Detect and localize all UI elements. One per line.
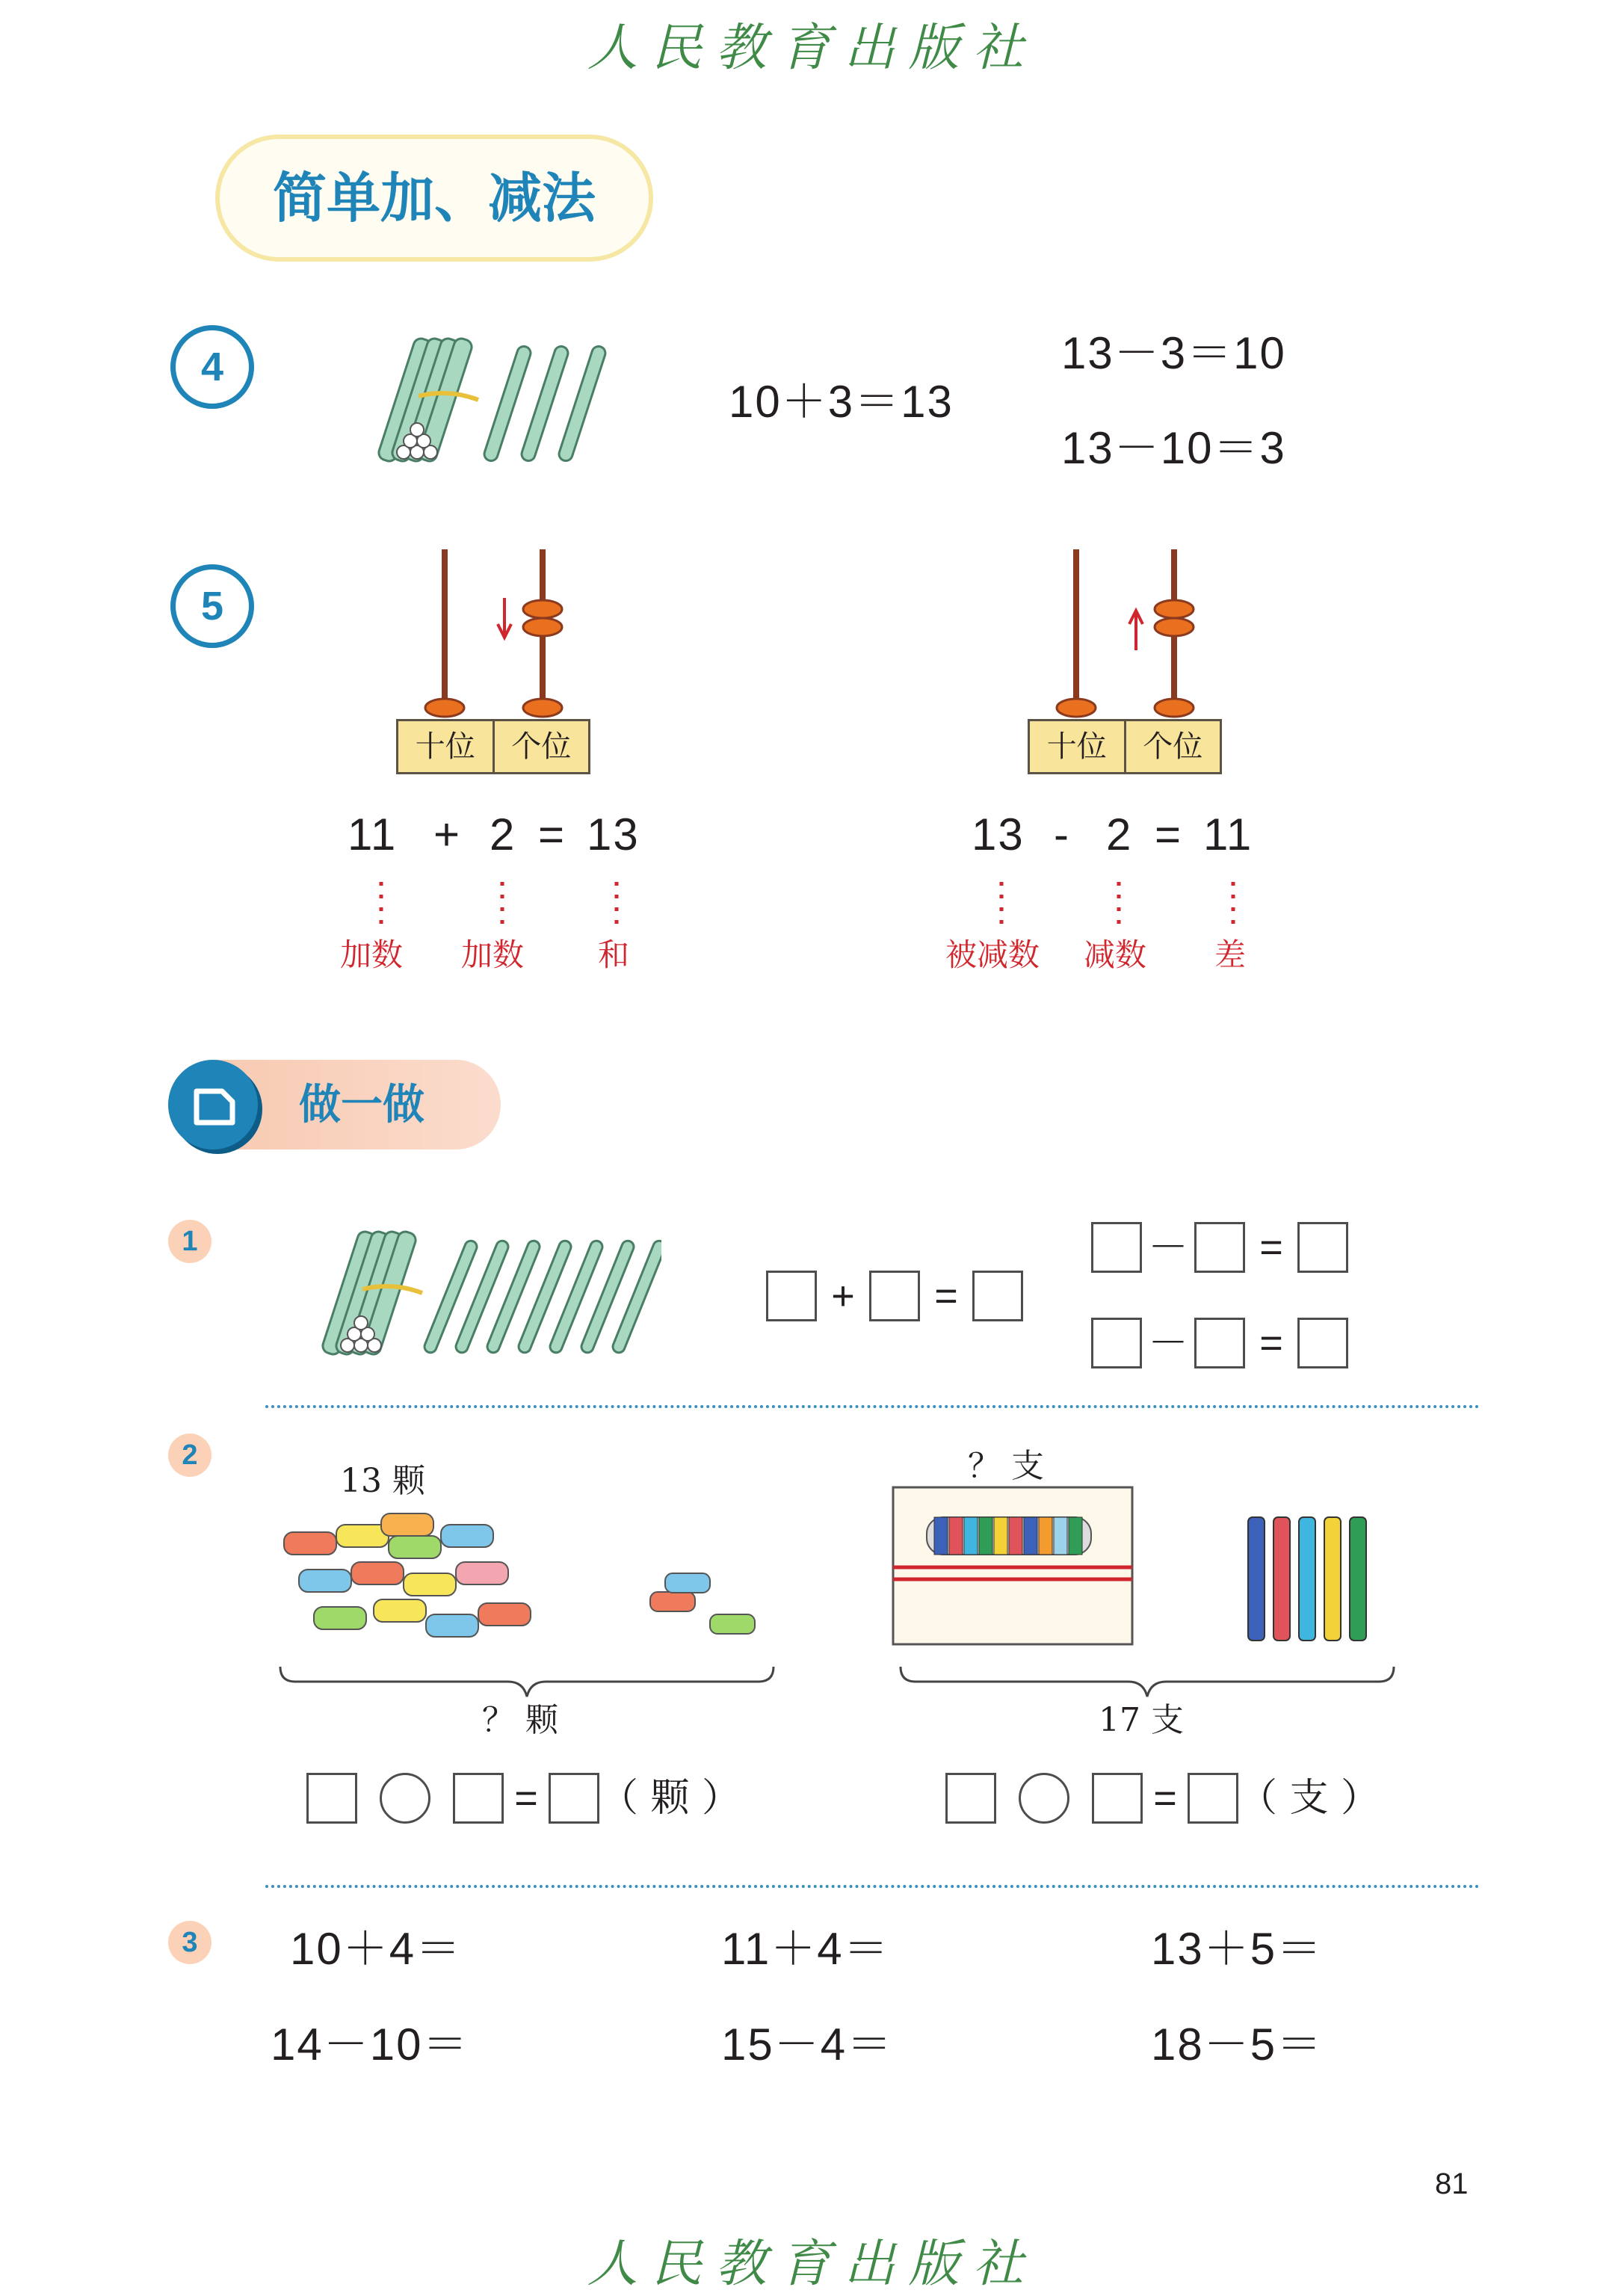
answer-box[interactable] [1091,1318,1142,1368]
term-addend-2: 加数 [461,936,525,973]
problem: 10＋4＝ [290,1924,463,1974]
operator-circle[interactable] [1019,1773,1069,1824]
question-1-subtraction-row-2 [1091,1318,1348,1368]
candies-illustration [269,1502,777,1659]
equals-sign: = [934,1274,958,1318]
publisher-header: 人民教育出版社 [587,19,1037,78]
addition-dotted-links [366,878,635,931]
answer-box[interactable] [1194,1222,1245,1273]
answer-box[interactable] [766,1271,817,1321]
plus-sign: + [831,1274,855,1318]
answer-box[interactable] [1194,1318,1245,1368]
answer-box[interactable] [549,1773,599,1824]
term-minuend: 被减数 [945,936,1040,973]
subtraction-a: 13 [972,809,1025,860]
answer-box[interactable] [972,1271,1023,1321]
abacus-addition [392,549,594,729]
crayon-unit: （ 支 ） [1238,1776,1380,1821]
example-4-addition: 10＋3＝13 [729,377,954,427]
answer-box[interactable] [306,1773,357,1824]
question-1-addition-row [766,1271,1023,1321]
term-sum: 和 [598,936,630,973]
crayon-box-illustration [889,1484,1398,1652]
addition-r: 13 [587,809,640,860]
problem: 14－10＝ [271,2019,469,2070]
question-1-subtraction-row-1 [1091,1222,1348,1273]
ones-label: 个位 [493,721,589,772]
equals-sign: = [1153,1776,1177,1821]
problem: 13＋5＝ [1151,1924,1324,1974]
subtraction-b: 2 [1106,809,1133,860]
do-it-title: 做一做 [299,1080,424,1129]
term-subtrahend: 减数 [1084,936,1147,973]
publisher-footer: 人民教育出版社 [587,2235,1037,2294]
example-4-subtraction-2: 13－10＝3 [1061,423,1286,473]
equals-sign: = [1259,1321,1283,1365]
term-difference: 差 [1214,936,1247,973]
abacus-subtraction [1024,549,1226,729]
place-value-label-right [1028,719,1222,774]
minus-sign: － [1148,1321,1188,1365]
divider [265,1405,1480,1408]
question-2-number: 2 [168,1434,212,1477]
operator-circle[interactable] [380,1773,430,1824]
example-5-number: 5 [170,564,254,648]
candy-unit: （ 颗 ） [599,1776,741,1821]
answer-box[interactable] [1092,1773,1143,1824]
addition-b: 2 [490,809,516,860]
crayon-top-label: ？ 支 [968,1447,1044,1485]
divider [265,1885,1480,1888]
example-4-number: 4 [170,325,254,409]
example-4-subtraction-1: 13－3＝10 [1061,328,1286,378]
down-arrow-icon [498,598,511,638]
tens-label: 十位 [415,729,475,764]
answer-box[interactable] [1091,1222,1142,1273]
sticks-bundle-10-plus-3 [374,321,613,471]
single-sticks [483,345,608,463]
question-2-crayon-equation [945,1773,1380,1824]
problem: 18－5＝ [1151,2019,1324,2070]
addition-a: 11 [348,809,398,860]
section-title: 简单加、减法 [272,166,596,229]
answer-box[interactable] [1188,1773,1238,1824]
crayon-bottom-label: 17 支 [1099,1701,1184,1739]
do-it-icon [168,1060,258,1149]
answer-box[interactable] [453,1773,504,1824]
subtraction-r: 11 [1203,809,1253,860]
equals-sign: = [514,1776,538,1821]
equals-sign: = [1259,1225,1283,1270]
question-2-candy-equation [306,1773,741,1824]
ones-label: 个位 [1124,721,1220,772]
answer-box[interactable] [869,1271,920,1321]
tens-label: 十位 [1046,729,1107,764]
candy-top-label: 13 颗 [340,1462,425,1500]
subtraction-op: - [1054,809,1070,860]
addition-op: + [433,809,462,860]
term-addend-1: 加数 [340,936,404,973]
up-arrow-icon [1129,611,1143,650]
minus-sign: － [1148,1225,1188,1270]
addition-eq: = [538,809,566,860]
problem: 11＋4＝ [721,1924,890,1974]
sticks-bundle-10-plus-7 [318,1215,661,1364]
place-value-label-left [396,719,590,774]
subtraction-dotted-links [987,878,1256,931]
page-number: 81 [1435,2167,1469,2200]
answer-box[interactable] [945,1773,996,1824]
problem: 15－4＝ [721,2019,894,2070]
answer-box[interactable] [1297,1318,1348,1368]
question-3-number: 3 [168,1921,212,1964]
question-1-number: 1 [168,1220,212,1263]
subtraction-eq: = [1155,809,1183,860]
answer-box[interactable] [1297,1222,1348,1273]
candy-bottom-label: ？ 颗 [482,1701,558,1739]
